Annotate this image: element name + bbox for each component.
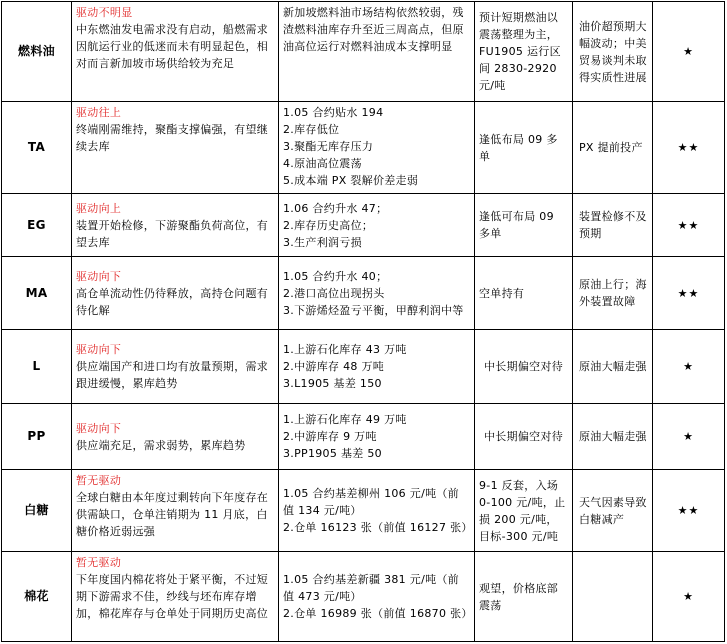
logic-text: 高仓单流动性仍待释放，高持仓问题有待化解 [76, 286, 269, 317]
factor-text: 2.库存低位 [283, 123, 340, 136]
risk-cell: 原油大幅走强 [573, 404, 653, 470]
rating-stars: ★ [653, 2, 725, 102]
factors-cell [279, 330, 475, 404]
commodity-name: TA [2, 102, 72, 194]
logic-text: 中东燃油发电需求没有启动，船燃需求因航运行业的低迷而未有明显起色，相对而言新加坡市场供给较为充足 [76, 23, 269, 70]
factor-text: 1.05 合约升水 40； [283, 269, 388, 283]
commodity-name: L [2, 330, 72, 404]
table-row [2, 194, 725, 257]
logic-text: 供应端国产和进口均有放量预期，需求跟进缓慢，累库趋势 [76, 360, 269, 390]
logic-cell [72, 552, 279, 642]
factor-text: 2.仓单 16989 张（前值 16870 张） [283, 607, 473, 620]
factor-text: 2.库存历史高位； [283, 218, 374, 232]
factor-text: 2.港口高位出现拐头 [283, 286, 385, 300]
logic-text: 供应端充足，需求弱势，累库趋势 [76, 438, 246, 452]
risk-cell: PX 提前投产 [573, 102, 653, 194]
commodity-name: 棉花 [2, 552, 72, 642]
risk-cell: 油价超预期大幅波动；中美贸易谈判未取得实质性进展 [573, 2, 653, 102]
logic-text: 下年度国内棉花将处于紧平衡，不过短期下游需求不佳，纱线与坯布库存增加，棉花库存与仓单处于同期历史高位 [76, 573, 269, 620]
logic-text: 装置开始检修，下游聚酯负荷高位，有望去库 [76, 218, 269, 249]
driver-label: 暂无驱动 [76, 474, 122, 487]
table-row [2, 102, 725, 194]
driver-label: 驱动向下 [76, 269, 122, 283]
risk-cell: 原油大幅走强 [573, 330, 653, 404]
strategy-cell: 观望，价格底部震荡 [475, 552, 573, 642]
commodity-name: MA [2, 257, 72, 330]
commodity-strategy-table [1, 1, 725, 642]
factor-text: 1.06 合约升水 47； [283, 201, 388, 215]
factors-cell [279, 194, 475, 257]
rating-stars: ★★ [653, 257, 725, 330]
rating-stars: ★ [653, 404, 725, 470]
strategy-cell: 逢低可布局 09 多单 [475, 194, 573, 257]
logic-text: 终端刚需维持，聚酯支撑偏强，有望继续去库 [76, 123, 269, 153]
driver-label: 驱动向下 [76, 421, 122, 435]
factor-text: 3.生产利润亏损 [283, 235, 362, 249]
logic-cell [72, 194, 279, 257]
strategy-cell: 预计短期燃油以震荡整理为主，FU1905 运行区间 2830-2920 元/吨 [475, 2, 573, 102]
logic-cell [72, 404, 279, 470]
logic-cell [72, 102, 279, 194]
factors-cell [279, 2, 475, 102]
driver-label: 驱动不明显 [76, 6, 133, 19]
rating-stars: ★★ [653, 194, 725, 257]
logic-cell [72, 2, 279, 102]
factor-text: 1.05 合约贴水 194 [283, 106, 384, 119]
commodity-name: PP [2, 404, 72, 470]
factor-text: 3.聚酯无库存压力 [283, 140, 374, 153]
factors-cell [279, 470, 475, 552]
table-row [2, 330, 725, 404]
factor-text: 4.原油高位震荡 [283, 157, 362, 170]
factor-text: 新加坡燃料油市场结构依然较弱，残渣燃料油库存升至近三周高点，但原油高位运行对燃料油成本支撑明显 [283, 6, 464, 53]
logic-text: 全球白糖由本年度过剩转向下年度存在供需缺口，仓单注销期为 11 月底，白糖价格近弱远强 [76, 491, 269, 538]
rating-stars: ★★ [653, 102, 725, 194]
factor-text: 2.中游库存 9 万吨 [283, 430, 377, 443]
driver-label: 驱动往上 [76, 106, 122, 119]
driver-label: 驱动向上 [76, 201, 122, 215]
table-row [2, 257, 725, 330]
strategy-cell: 中长期偏空对待 [475, 330, 573, 404]
rating-stars: ★ [653, 330, 725, 404]
factor-text: 3.L1905 基差 150 [283, 377, 382, 390]
table-row [2, 404, 725, 470]
factor-text: 1.05 合约基差柳州 106 元/吨（前值 134 元/吨） [283, 487, 459, 517]
table-row [2, 552, 725, 642]
logic-cell [72, 470, 279, 552]
rating-stars: ★★ [653, 470, 725, 552]
risk-cell: 装置检修不及预期 [573, 194, 653, 257]
commodity-name: 白糖 [2, 470, 72, 552]
risk-cell [573, 552, 653, 642]
driver-label: 暂无驱动 [76, 556, 122, 569]
factors-cell [279, 257, 475, 330]
commodity-name: EG [2, 194, 72, 257]
logic-cell [72, 257, 279, 330]
factor-text: 1.05 合约基差新疆 381 元/吨（前值 473 元/吨） [283, 573, 459, 603]
strategy-cell: 空单持有 [475, 257, 573, 330]
factors-cell [279, 102, 475, 194]
strategy-cell: 中长期偏空对待 [475, 404, 573, 470]
factors-cell [279, 552, 475, 642]
factor-text: 2.仓单 16123 张（前值 16127 张） [283, 521, 473, 534]
table-row [2, 2, 725, 102]
driver-label: 驱动向下 [76, 343, 122, 356]
logic-cell [72, 330, 279, 404]
factor-text: 3.下游烯烃盈亏平衡，甲醇利润中等 [283, 303, 464, 317]
risk-cell: 天气因素导致白糖减产 [573, 470, 653, 552]
factor-text: 2.中游库存 48 万吨 [283, 360, 385, 373]
factor-text: 1.上游石化库存 49 万吨 [283, 413, 407, 426]
commodity-name: 燃料油 [2, 2, 72, 102]
strategy-cell: 逢低布局 09 多单 [475, 102, 573, 194]
factors-cell [279, 404, 475, 470]
factor-text: 1.上游石化库存 43 万吨 [283, 343, 407, 356]
rating-stars: ★ [653, 552, 725, 642]
strategy-cell: 9-1 反套，入场 0-100 元/吨，止损 200 元/吨，目标-300 元/吨 [475, 470, 573, 552]
risk-cell: 原油上行；海外装置故障 [573, 257, 653, 330]
factor-text: 5.成本端 PX 裂解价差走弱 [283, 174, 419, 187]
factor-text: 3.PP1905 基差 50 [283, 447, 382, 460]
table-row [2, 470, 725, 552]
